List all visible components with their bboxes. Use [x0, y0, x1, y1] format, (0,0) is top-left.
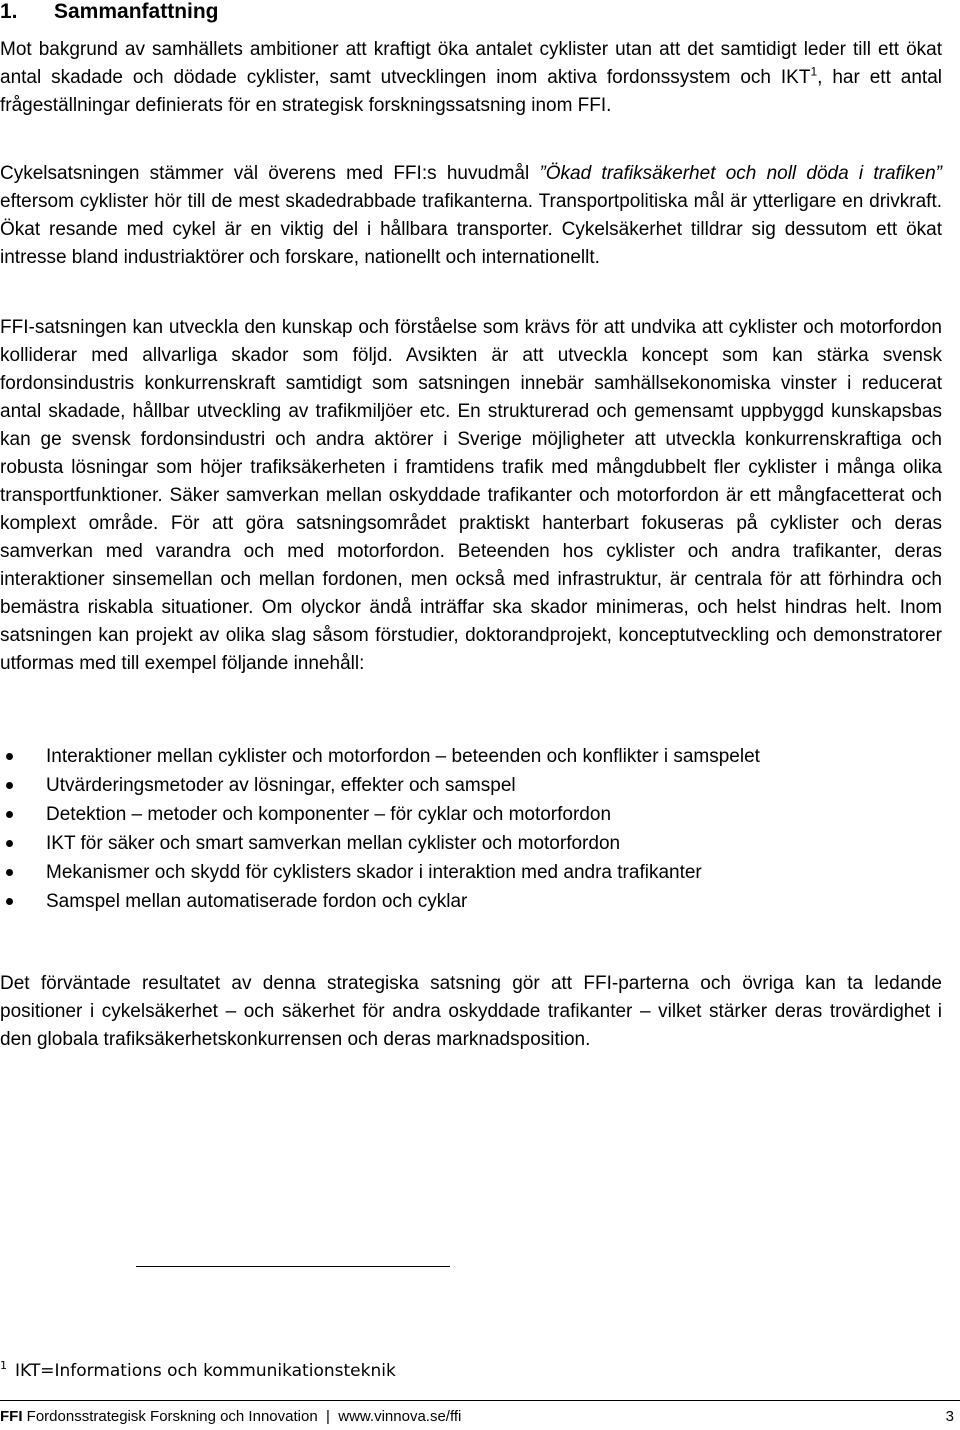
footnote-reference: 1 [810, 64, 818, 79]
bullet-icon [6, 782, 13, 789]
paragraph-intro [0, 36, 942, 120]
bullet-icon [6, 869, 13, 876]
footer-separator: | [326, 1408, 330, 1425]
list-item-text: IKT för säker och smart samverkan mellan cyklister och motorfordon [46, 833, 621, 854]
paragraph-result: Det förväntade resultatet av denna strategiska satsning gör att FFI-parterna och övriga kan ta ledande positioner i cykelsäkerhet – och säkerhet för andra oskyddade trafikanter – vilket stärker deras trovärdighet i den globala trafiksäkerhetskonkurrensen och deras marknadsposition. [0, 973, 942, 1050]
section-title: Sammanfattning [54, 0, 219, 23]
footnote-text: IKT=Informations och kommunikationsteknik [15, 1361, 396, 1381]
paragraph-text: , har ett antal frågeställningar definierats för en strategisk forskningssatsning inom FFI. [0, 67, 942, 116]
paragraph-goals [0, 160, 942, 272]
page-number: 3 [945, 1408, 954, 1425]
bullet-icon [6, 753, 13, 760]
section-heading [0, 0, 219, 24]
paragraph-text: Mot bakgrund av samhällets ambitioner att kraftigt öka antalet cyklister utan att det samtidigt leder till ett ökat antal skadade och dödade cyklister, samt utvecklingen inom aktiva fordonssystem och IKT [0, 39, 942, 88]
list-item [0, 771, 942, 800]
footnote-divider [136, 1266, 450, 1267]
section-number: 1. [0, 0, 18, 23]
list-item-text: Samspel mellan automatiserade fordon och cyklar [46, 891, 468, 912]
bullet-icon [6, 840, 13, 847]
list-item [0, 887, 942, 916]
list-item-text: Interaktioner mellan cyklister och motorfordon – beteenden och konflikter i samspelet [46, 746, 760, 767]
paragraph-text: Cykelsatsningen stämmer väl överens med FFI:s huvudmål [0, 163, 540, 184]
paragraph-satsning: FFI-satsningen kan utveckla den kunskap och förståelse som krävs för att undvika att cyklister och motorfordon kolliderar med allvarliga skador som följd. Avsikten är att utveckla koncept som kan stärka svensk fordonsindustris konkurrenskraft samtidigt som satsningen innebär samhällsekonomiska vinster i reducerat antal skadade, hållbar utveckling av trafikmiljöer etc. En strukturerad och gemensamt uppbyggd kunskapsbas kan ge svensk fordonsindustri och andra aktörer i Sverige möjligheter att utveckla konkurrenskraftiga och robusta lösningar som höjer trafiksäkerheten i framtidens trafik med mångdubbelt fler cyklister i många olika transportfunktioner. Säker samverkan mellan oskyddade trafikanter och motorfordon är ett mångfacetterat och komplext område. För att göra satsningsområdet praktiskt hanterbart fokuseras på cyklister och deras samverkan med varandra och med motorfordon. Beteenden hos cyklister och andra trafikanter, deras interaktioner sinsemellan och mellan fordonen, men också med infrastruktur, är centrala för att förhindra och bemästra riskabla situationer. Om olyckor ändå inträffar ska skador minimeras, och helst hindras helt. Inom satsningen kan projekt av olika slag såsom förstudier, doktorandprojekt, konceptutveckling och demonstratorer utformas med till exempel följande innehåll: [0, 317, 942, 674]
footer-title: Fordonsstrategisk Forskning och Innovation [26, 1408, 318, 1425]
list-item [0, 829, 942, 858]
list-item [0, 800, 942, 829]
bullet-icon [6, 898, 13, 905]
bullet-icon [6, 811, 13, 818]
bullet-list [0, 742, 942, 916]
list-item-text: Mekanismer och skydd för cyklisters skador i interaktion med andra trafikanter [46, 862, 702, 883]
page-footer [0, 1407, 954, 1427]
list-item-text: Utvärderingsmetoder av lösningar, effekter och samspel [46, 775, 516, 796]
paragraph-text: eftersom cyklister hör till de mest skadedrabbade trafikanterna. Transportpolitiska mål är ytterligare en drivkraft. Ökat resande med cykel är en viktig del i hållbara transporter. Cykelsäkerhet tilldrar sig dessutom ett ökat intresse bland industriaktörer och forskare, nationellt och internationellt. [0, 191, 942, 268]
footnote [0, 1360, 396, 1382]
list-item-text: Detektion – metoder och komponenter – för cyklar och motorfordon [46, 804, 612, 825]
footer-url[interactable]: www.vinnova.se/ffi [338, 1408, 462, 1425]
footer-brand: FFI [0, 1408, 23, 1425]
list-item [0, 858, 942, 887]
footnote-mark: 1 [0, 1359, 7, 1373]
emphasis-goal: ”Ökad trafiksäkerhet och noll döda i trafiken” [539, 163, 942, 184]
list-item [0, 742, 942, 771]
footer-divider [0, 1400, 960, 1401]
